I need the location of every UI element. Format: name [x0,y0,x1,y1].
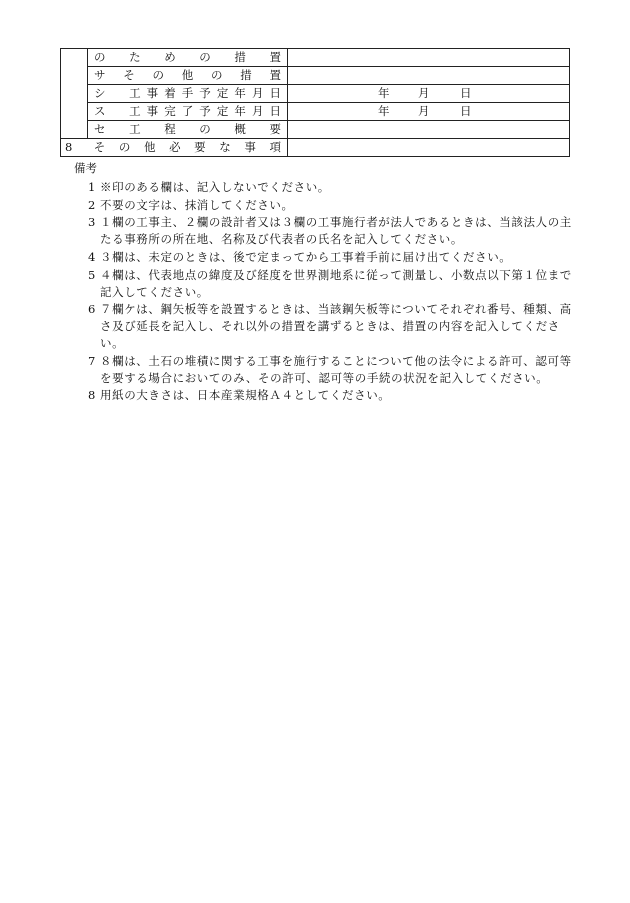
row-value[interactable] [288,67,570,85]
date-parts [378,103,478,120]
note-number: 2 [88,197,96,212]
table-row [61,139,570,157]
note-item [74,249,580,266]
row8-label: 8 そ の 他 必 要 な 事 項 [61,139,288,157]
date-day-label: 日 [460,86,472,100]
row-value[interactable] [288,121,570,139]
start-date-field[interactable] [288,85,570,103]
note-item [74,179,580,196]
table-row [61,121,570,139]
note-text: ８欄は、土石の堆積に関する工事を施行することについて他の法令による許可、認可等を要する場合においてのみ、その許可、認可等の手続の状況を記入してください。 [100,353,572,385]
row8-value[interactable] [288,139,570,157]
date-month-label: 月 [418,86,430,100]
note-text: １欄の工事主、２欄の設計者又は３欄の工事施行者が法人であるときは、当該法人の主たる事務所の所在地、名称及び代表者の氏名を記入してください。 [100,215,572,247]
row-label: セ 工 程 の 概 要 [88,121,288,139]
note-text: ※印のある欄は、記入しないでください。 [100,179,330,194]
end-date-field[interactable] [288,103,570,121]
row-label-end-date: ス 工事完了予定年月日 [88,103,288,121]
date-year-label: 年 [378,86,390,100]
note-number: 3 [88,215,96,230]
note-number: 5 [88,267,96,282]
note-item [74,353,580,387]
note-text: ７欄ケは、鋼矢板等を設置するときは、当該鋼矢板等についてそれぞれ番号、種類、高さ及び延長を記入し、それ以外の措置を講ずるときは、措置の内容を記入してください。 [100,302,572,350]
row-value[interactable] [288,49,570,67]
date-parts [378,85,478,102]
table-row [61,103,570,121]
date-day-label: 日 [460,104,472,118]
note-number: 8 [88,388,96,403]
note-item [74,387,580,404]
note-item [74,301,580,351]
row-label-start-date: シ 工事着手予定年月日 [88,85,288,103]
table-row [61,85,570,103]
note-number: 4 [88,249,96,264]
note-item [74,197,580,214]
notes-title: 備考 [74,161,97,175]
note-text: ４欄は、代表地点の緯度及び経度を世界測地系に従って測量し、小数点以下第１位まで記入してください。 [100,267,572,299]
row-label: の た め の 措 置 [88,49,288,67]
note-item [74,267,580,301]
form-table [60,48,570,157]
note-item [74,214,580,248]
notes-section [74,160,580,405]
note-text: 不要の文字は、抹消してください。 [100,197,294,212]
note-number: 1 [88,179,96,194]
row-label: サ そ の 他 の 措 置 [88,67,288,85]
table-row [61,49,570,67]
note-number: 6 [88,302,96,317]
note-text: 用紙の大きさは、日本産業規格Ａ４としてください。 [100,388,391,403]
note-number: 7 [88,353,96,368]
date-month-label: 月 [418,104,430,118]
section-indent-cell [61,49,88,139]
note-text: ３欄は、未定のときは、後で定まってから工事着手前に届け出てください。 [100,249,512,264]
date-year-label: 年 [378,104,390,118]
table-row [61,67,570,85]
